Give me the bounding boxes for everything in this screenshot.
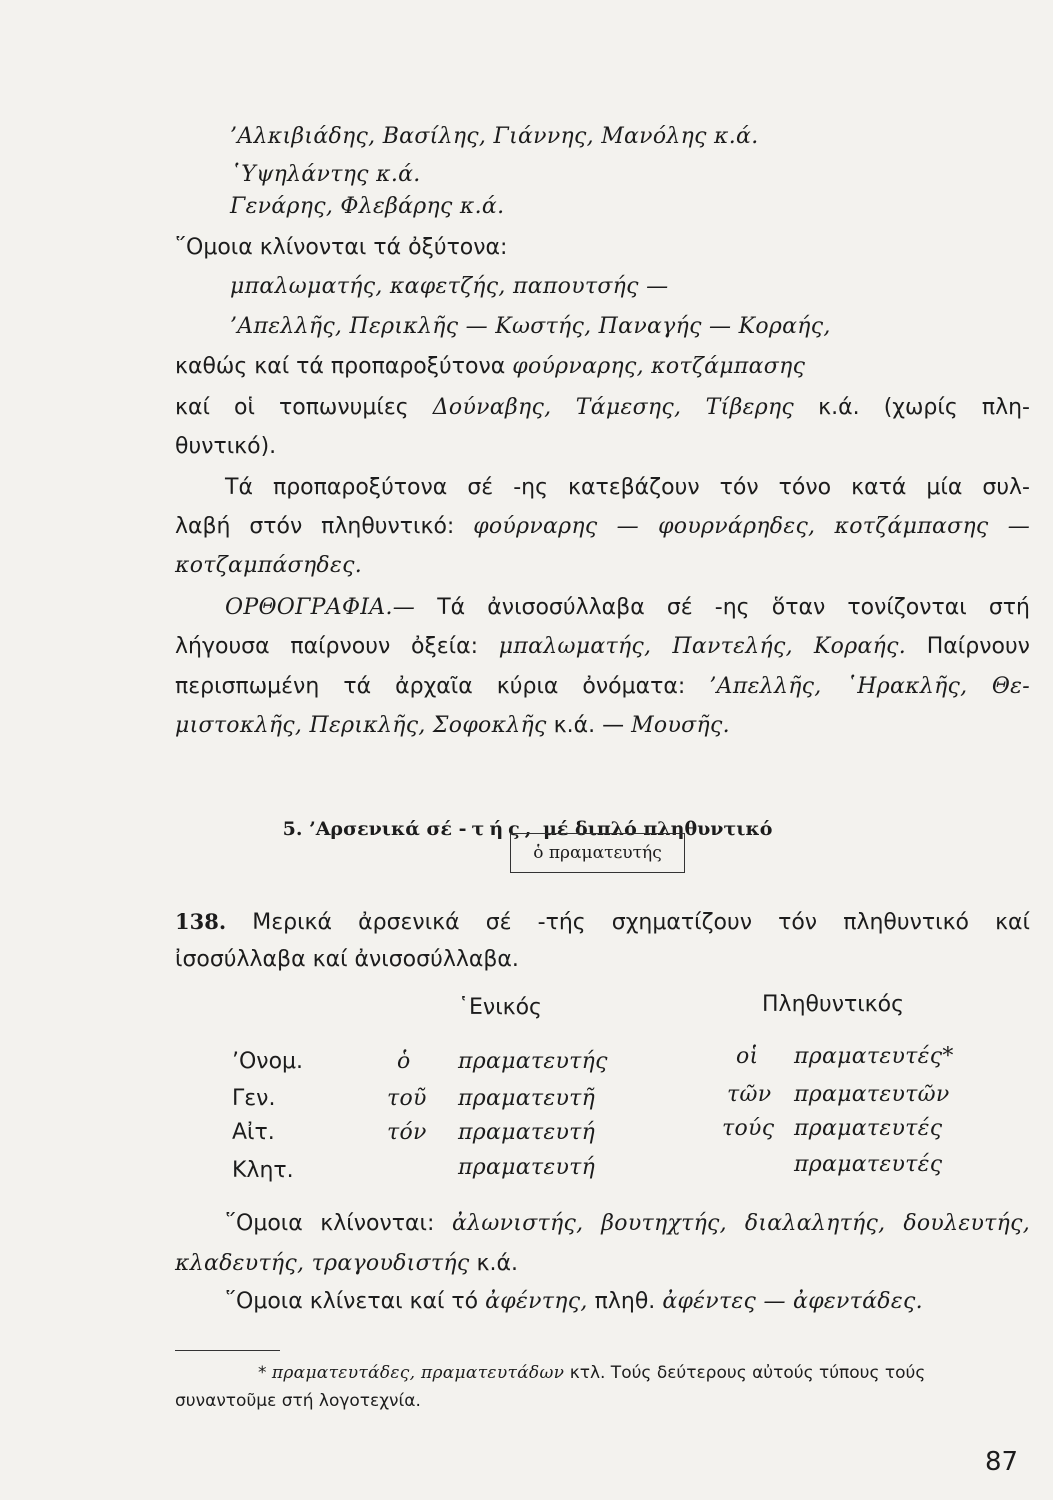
similar-line-2-a: κλαδευτής, τραγουδιστής [175, 1251, 470, 1276]
text-line-15 [175, 672, 1030, 702]
similar-line-3-a: ῞Ομοια κλίνεται καί τό [225, 1289, 479, 1314]
similar-line-1 [225, 1209, 1030, 1239]
text-line-9: θυντικό). [175, 434, 277, 459]
text-line-7-b: φούρναρης, κοτζάμπασης [512, 354, 806, 379]
text-line-7 [175, 352, 805, 382]
text-line-11 [175, 512, 1030, 542]
form-plural: πραματευτῶν [794, 1082, 950, 1107]
text-line-10: Τά προπαροξύτονα σέ -ης κατεβάζουν τόν τόνο κατά μία συλ- [225, 475, 1030, 500]
text-line-14 [175, 632, 1030, 662]
article-plural: τῶν [727, 1082, 772, 1107]
text-line-14-b: μπαλωματής, Παντελής, Κοραής. [498, 634, 906, 659]
article-singular: ὁ [397, 1049, 411, 1074]
example-line-3: Γενάρης, Φλεβάρης κ.ά. [230, 194, 505, 219]
similar-line-2 [175, 1249, 518, 1279]
text-line-13 [225, 593, 1030, 623]
similar-line-3-b: ἀφέντης, [485, 1289, 588, 1314]
text-line-13-b: Τά ἀνισοσύλλαβα σέ -ης ὅταν τονίζονται στή [437, 595, 1030, 620]
footnote-text-1: κτλ. Τούς δεύτερους αὐτούς τύπους τούς [569, 1363, 926, 1383]
text-line-8-b: Δούναβης, Τάμεσης, Τίβερης [432, 395, 795, 420]
similar-line-3-c: πληθ. [594, 1289, 656, 1314]
case-label: Κλητ. [232, 1158, 294, 1183]
form-singular: πραματευτή [458, 1120, 596, 1145]
heading-prefix: 5. ’Αρσενικά σέ [282, 818, 459, 840]
example-line-1: ’Αλκιβιάδης, Βασίλης, Γιάννης, Μανόλης κ.ά. [230, 124, 759, 149]
article-plural: οἱ [736, 1044, 759, 1069]
similar-line-1-a: ῞Ομοια κλίνονται: [225, 1211, 435, 1236]
example-line-2: ῾Υψηλάντης κ.ά. [230, 162, 421, 187]
example-line-6: ’Απελλῆς, Περικλῆς — Κωστής, Παναγής — Κοραής, [230, 314, 831, 339]
paragraph-138-line-2: ἰσοσύλλαβα καί ἀνισοσύλλαβα. [175, 947, 519, 972]
paragraph-number: 138. [175, 909, 227, 934]
footnote-rule [175, 1350, 280, 1351]
text-line-16-c: Μουσῆς. [631, 713, 730, 738]
text-line-7-a: καθώς καί τά προπαροξύτονα [175, 354, 506, 379]
article-singular: τοῦ [387, 1086, 427, 1111]
paragraph-138-text-1: Μερικά ἀρσενικά σέ -τής σχηματίζουν τόν πληθυντικό καί [252, 910, 1031, 935]
page-number: 87 [985, 1447, 1019, 1477]
footnote-line-1 [258, 1360, 925, 1386]
text-line-11-a: λαβή στόν πληθυντικό: [175, 514, 455, 539]
text-line-8-c: κ.ά. [818, 395, 860, 420]
form-plural: πραματευτές [794, 1152, 943, 1177]
article-singular: τόν [387, 1120, 427, 1145]
text-line-11-b: φούρναρης — φουρνάρηδες, κοτζάμπασης — [473, 514, 1030, 539]
text-line-16-b: κ.ά. — [553, 713, 625, 738]
case-label: ’Ονομ. [232, 1049, 304, 1074]
footnote-star: * [258, 1363, 267, 1383]
form-singular: πραματευτής [458, 1049, 608, 1074]
case-label: Αἰτ. [232, 1120, 275, 1145]
text-line-4: ῞Ομοια κλίνονται τά ὀξύτονα: [175, 235, 508, 260]
heading-spaced: -τής, [458, 818, 537, 840]
text-line-14-a: λήγουσα παίρνουν ὀξεία: [175, 634, 478, 659]
similar-line-3-d: ἀφέντες — ἀφεντάδες. [662, 1289, 923, 1314]
case-label: Γεν. [232, 1086, 276, 1111]
plural-header: Πληθυντικός [762, 992, 905, 1017]
text-line-8-a: καί οἱ τοπωνυμίες [175, 395, 409, 420]
heading-suffix: μέ διπλό πληθυντικό [536, 818, 773, 840]
text-line-15-a: περισπωμένη τά ἀρχαῖα κύρια ὀνόματα: [175, 674, 686, 699]
footnote-line-2: συναντοῦμε στή λογοτεχνία. [175, 1391, 421, 1411]
form-singular: πραματευτή [458, 1155, 596, 1180]
similar-line-1-b: ἀλωνιστής, βουτηχτής, διαλαλητής, δουλευτής, [451, 1211, 1030, 1236]
paragraph-138-line-1 [175, 907, 1030, 938]
text-line-15-b: ’Απελλῆς, ῾Ηρακλῆς, Θε- [709, 674, 1030, 699]
singular-header: ῾Ενικός [458, 995, 542, 1020]
article-plural: τούς [722, 1116, 775, 1141]
text-line-16-a: μιστοκλῆς, Περικλῆς, Σοφοκλῆς [175, 713, 547, 738]
text-line-8-d: (χωρίς πλη- [883, 395, 1030, 420]
boxed-keyword: ὁ πραματευτής [510, 833, 685, 873]
similar-line-3 [225, 1287, 923, 1317]
form-plural: πραματευτές* [794, 1044, 954, 1069]
form-singular: πραματευτῆ [458, 1086, 596, 1111]
form-plural: πραματευτές [794, 1116, 943, 1141]
text-line-16 [175, 711, 730, 741]
footnote-forms: πραματευτάδες, πραματευτάδων [271, 1363, 565, 1383]
text-line-12: κοτζαμπάσηδες. [175, 553, 362, 578]
similar-line-2-b: κ.ά. [476, 1251, 518, 1276]
text-line-8 [175, 393, 1030, 423]
text-line-14-c: Παίρνουν [926, 634, 1030, 659]
example-line-5: μπαλωματής, καφετζής, παπουτσής — [230, 274, 669, 299]
orthography-label: ΟΡΘΟΓΡΑΦΙΑ.— [225, 595, 416, 620]
